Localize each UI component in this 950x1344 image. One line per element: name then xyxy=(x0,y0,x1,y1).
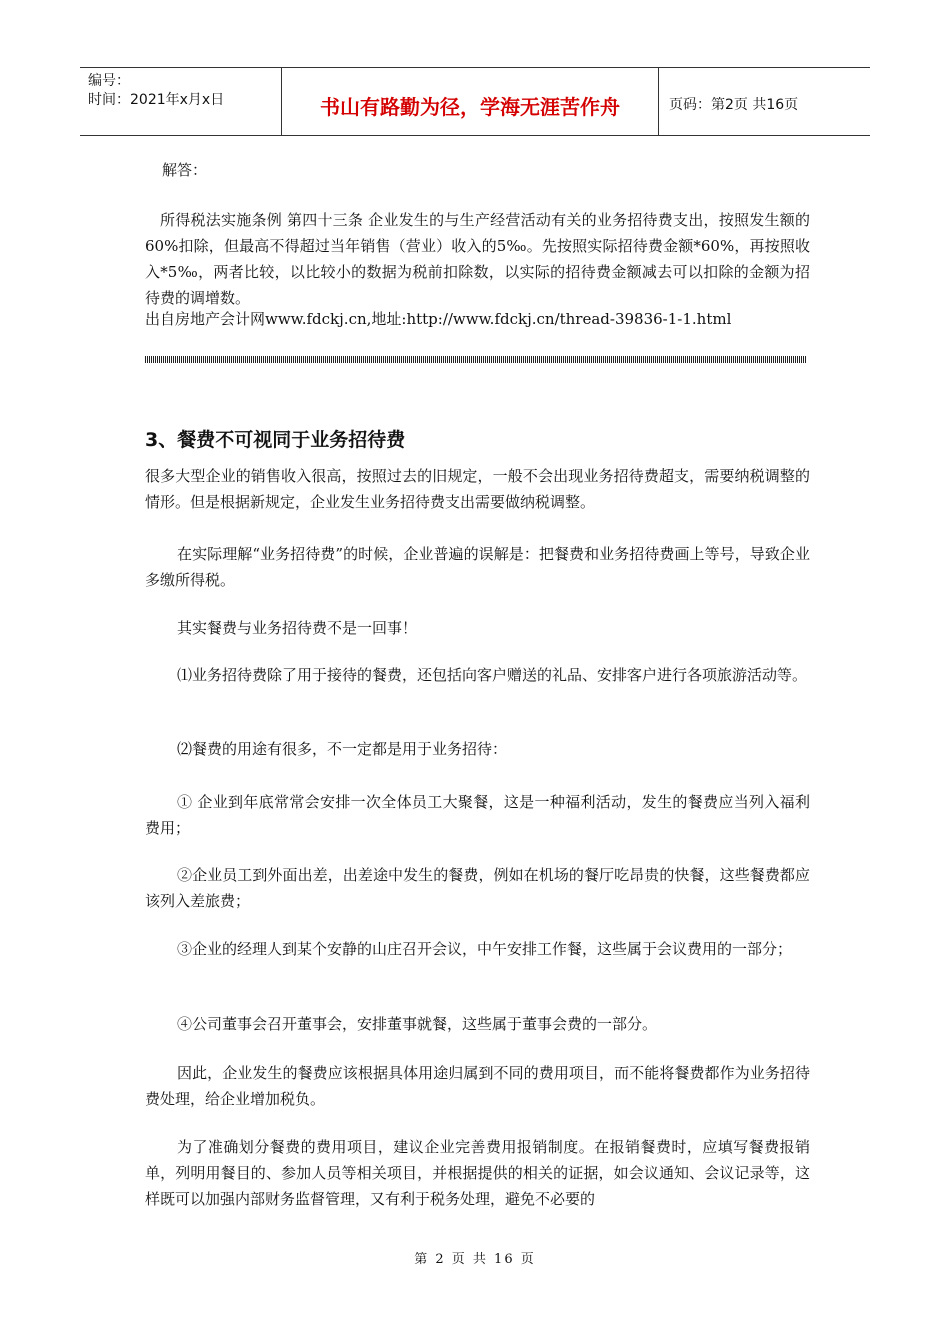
source-line: 出自房地产会计网www.fdckj.cn,地址:http://www.fdckj.cn/thread-39836-1-1.html xyxy=(145,310,732,328)
paragraph-9: ④公司董事会召开董事会，安排董事就餐，这些属于董事会费的一部分。 xyxy=(177,1015,658,1033)
paragraph-11: 为了准确划分餐费的费用项目，建议企业完善费用报销制度。在报销餐费时，应填写餐费报销单，列明用餐目的、参加人员等相关项目，并根据提供的相关的证据，如会议通知、会议记录等，这样既可以加强内部财务监督管理，又有利于税务处理，避免不必要的 xyxy=(145,1138,810,1208)
paragraph-4: ⑴业务招待费除了用于接待的餐费，还包括向客户赠送的礼品、安排客户进行各项旅游活动等。 xyxy=(177,666,808,684)
header-time: 时间：2021年x月x日 xyxy=(88,92,225,108)
section-paragraph xyxy=(145,463,810,515)
paragraph-7: ②企业员工到外面出差，出差途中发生的餐费，例如在机场的餐厅吃昂贵的快餐，这些餐费都应该列入差旅费； xyxy=(145,866,810,910)
header-number: 编号： xyxy=(88,73,130,89)
page-footer: 第 2 页 共 16 页 xyxy=(414,1252,536,1267)
paragraph-3: 其实餐费与业务招待费不是一回事！ xyxy=(177,619,418,637)
header-motto: 书山有路勤为径，学海无涯苦作舟 xyxy=(282,68,659,135)
section-title: 3、餐费不可视同于业务招待费 xyxy=(145,429,406,451)
answer-label: 解答： xyxy=(162,161,208,179)
page-header xyxy=(80,67,870,136)
law-paragraph: 所得税法实施条例 第四十三条 企业发生的与生产经营活动有关的业务招待费支出，按照发生额的60%扣除，但最高不得超过当年销售（营业）收入的5‰。先按照实际招待费金额*60%，再按照收入*5‰，两者比较，以比较小的数据为税前扣除数，以实际的招待费金额减去可以扣除的金额为招待费的调增数。 xyxy=(145,211,810,307)
header-meta xyxy=(80,68,282,135)
paragraph-5: ⑵餐费的用途有很多，不一定都是用于业务招待： xyxy=(177,740,508,758)
paragraph-1: 很多大型企业的销售收入很高，按照过去的旧规定，一般不会出现业务招待费超支，需要纳税调整的情形。但是根据新规定，企业发生业务招待费支出需要做纳税调整。 xyxy=(145,467,810,511)
paragraph-2: 在实际理解“业务招待费”的时候，企业普遍的误解是：把餐费和业务招待费画上等号，导致企业多缴所得税。 xyxy=(145,545,810,589)
paragraph-6: ① 企业到年底常常会安排一次全体员工大聚餐，这是一种福利活动，发生的餐费应当列入福利费用； xyxy=(145,793,810,837)
paragraph-8: ③企业的经理人到某个安静的山庄召开会议，中午安排工作餐，这些属于会议费用的一部分； xyxy=(177,940,793,958)
paragraph-10: 因此，企业发生的餐费应该根据具体用途归属到不同的费用项目，而不能将餐费都作为业务招待费处理，给企业增加税负。 xyxy=(145,1064,810,1108)
header-page-info: 页码：第2页 共16页 xyxy=(669,96,799,113)
divider-line xyxy=(145,356,807,363)
